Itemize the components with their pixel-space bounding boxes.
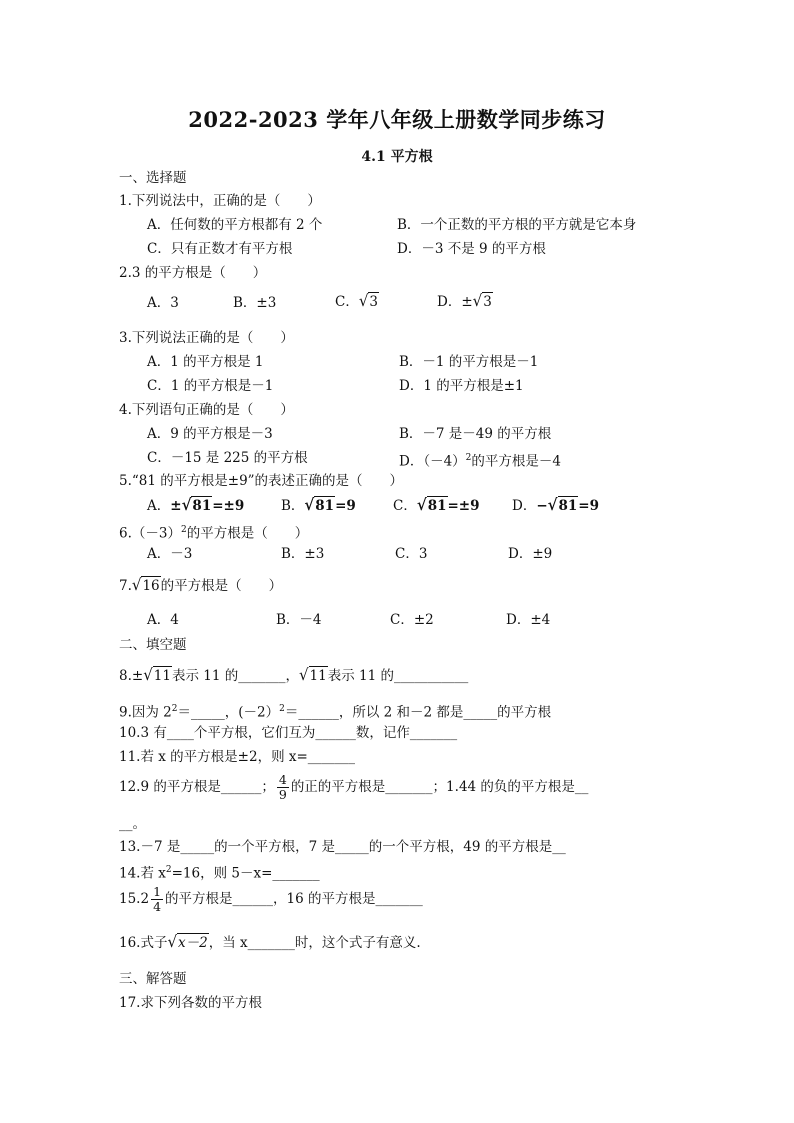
question-6-option-c: C．3	[395, 546, 428, 562]
radical: √3	[472, 291, 492, 311]
option-label: C．	[393, 498, 417, 514]
question-1-option-a: A．任何数的平方根都有 2 个	[147, 217, 323, 233]
stem-text: 表示 11 的_______，	[171, 668, 299, 684]
question-2-option-d	[437, 292, 493, 311]
question-12	[119, 770, 588, 804]
question-4-stem: 4.下列语句正确的是（ ）	[119, 402, 294, 418]
question-14	[119, 861, 320, 883]
radicand: 81	[558, 498, 578, 514]
question-4-option-d	[399, 449, 561, 471]
stem-text: 9.因为 2	[119, 704, 172, 721]
stem-text: 的平方根是（ ）	[160, 578, 283, 594]
question-4-option-b: B．－7 是－49 的平方根	[399, 426, 552, 442]
question-6-option-d: D．±9	[508, 546, 553, 562]
stem-text: 6.（－3）	[119, 525, 181, 542]
question-3-option-c: C．1 的平方根是－1	[147, 378, 274, 394]
stem-text: 的正的平方根是_______；1.44 的负的平方根是__	[290, 779, 589, 795]
question-5-option-d	[512, 496, 599, 515]
math-text: =9	[578, 498, 600, 514]
radical: √81	[416, 495, 447, 515]
math-text: =±9	[212, 498, 245, 514]
stem-text: 8.±	[119, 668, 144, 684]
exponent: 2	[165, 865, 172, 875]
stem-text: ，当 x_______时，这个式子有意义.	[208, 935, 421, 951]
question-9	[119, 700, 551, 722]
question-7-option-d: D．±4	[506, 612, 551, 628]
question-7-option-a: A．4	[147, 612, 179, 628]
radical: √3	[358, 291, 378, 311]
radicand: x－2	[178, 935, 208, 951]
section-heading-solve: 三、解答题	[119, 971, 187, 987]
denominator: 4	[153, 899, 162, 914]
question-4-option-c: C．－15 是 225 的平方根	[147, 450, 308, 466]
fraction	[277, 773, 289, 802]
stem-text: ＝______，所以 2 和－2 都是_____的平方根	[284, 704, 552, 721]
question-8	[119, 666, 468, 685]
radicand: 11	[153, 668, 171, 684]
radical: √x－2	[167, 932, 208, 952]
stem-text: =16，则 5－x=_______	[171, 865, 320, 882]
section-heading-choice: 一、选择题	[119, 170, 187, 186]
exponent: 2	[465, 453, 472, 463]
stem-text: 的平方根是______，16 的平方根是_______	[165, 891, 423, 907]
question-5-option-a	[147, 496, 244, 515]
question-5-option-c	[393, 496, 480, 515]
radical: √81	[547, 495, 578, 515]
math-text: −	[536, 498, 548, 514]
question-2-stem: 2.3 的平方根是（ ）	[119, 265, 267, 281]
radical: √81	[304, 495, 335, 515]
option-text: D．（－4）	[399, 453, 466, 470]
question-1-stem: 1.下列说法中，正确的是（ ）	[119, 193, 321, 209]
radicand: 81	[192, 498, 212, 514]
stem-text: 16.式子	[119, 935, 168, 951]
question-7-stem	[119, 576, 282, 595]
question-5-option-b	[281, 496, 356, 515]
question-6-stem	[119, 521, 308, 543]
exponent: 2	[171, 704, 178, 714]
question-15	[119, 882, 423, 916]
stem-text: 14.若 x	[119, 865, 166, 882]
math-text: =±9	[447, 498, 480, 514]
numerator: 1	[153, 884, 162, 899]
question-7-option-c: C．±2	[390, 612, 434, 628]
radicand: 81	[427, 498, 447, 514]
question-3-option-d: D．1 的平方根是±1	[399, 378, 524, 394]
denominator: 9	[278, 787, 287, 802]
stem-text: ＝_____，(－2）	[177, 704, 280, 721]
question-3-option-a: A．1 的平方根是 1	[147, 354, 264, 370]
option-text: 的平方根是－4	[471, 453, 561, 470]
option-label: A．	[147, 498, 171, 514]
radical: √81	[181, 495, 212, 515]
numerator: 4	[278, 772, 287, 787]
question-11: 11.若 x 的平方根是±2，则 x=_______	[119, 749, 356, 765]
question-17: 17.求下列各数的平方根	[119, 995, 262, 1011]
radical: √11	[298, 665, 327, 685]
question-1-option-b: B．一个正数的平方根的平方就是它本身	[397, 217, 637, 233]
page-title: 2022-2023 学年八年级上册数学同步练习	[188, 107, 606, 132]
exponent: 2	[180, 525, 187, 535]
option-label: C．	[335, 294, 359, 310]
question-2-option-a: A．3	[147, 295, 179, 311]
stem-text: 12.9 的平方根是______；	[119, 779, 275, 795]
exponent: 2	[279, 704, 285, 714]
stem-text: 15.2	[119, 891, 150, 907]
page-subtitle: 4.1 平方根	[361, 149, 433, 165]
stem-text: 表示 11 的___________	[327, 668, 469, 684]
option-label: B．	[281, 498, 305, 514]
question-12-continued: __。	[119, 816, 146, 832]
radical: √16	[131, 575, 160, 595]
stem-text: 7.	[119, 578, 132, 594]
question-3-option-b: B．－1 的平方根是－1	[399, 354, 539, 370]
option-label: D．±	[437, 294, 473, 310]
radicand: 81	[315, 498, 335, 514]
fraction	[151, 885, 163, 914]
question-7-option-b: B．－4	[276, 612, 322, 628]
question-16	[119, 933, 421, 952]
radicand: 3	[483, 294, 492, 310]
math-text: =9	[335, 498, 356, 514]
question-1-option-d: D．－3 不是 9 的平方根	[397, 241, 546, 257]
radicand: 3	[369, 294, 378, 310]
question-6-option-b: B．±3	[281, 546, 325, 562]
question-3-stem: 3.下列说法正确的是（ ）	[119, 330, 294, 346]
radicand: 11	[309, 668, 327, 684]
question-2-option-c	[335, 292, 379, 311]
question-13: 13.－7 是_____的一个平方根，7 是_____的一个平方根，49 的平方根是__	[119, 839, 566, 855]
question-10: 10.3 有____个平方根，它们互为______数，记作_______	[119, 725, 458, 741]
radicand: 16	[142, 578, 160, 594]
question-5-stem: 5.“81 的平方根是±9”的表述正确的是（ ）	[119, 473, 404, 489]
math-text: ±	[170, 498, 182, 514]
section-heading-fill: 二、填空题	[119, 637, 187, 653]
question-2-option-b: B．±3	[233, 295, 277, 311]
question-6-option-a: A．－3	[147, 546, 193, 562]
question-1-option-c: C．只有正数才有平方根	[147, 241, 293, 257]
stem-text: 的平方根是（ ）	[186, 525, 309, 542]
question-4-option-a: A．9 的平方根是－3	[147, 426, 273, 442]
option-label: D．	[512, 498, 537, 514]
radical: √11	[143, 665, 171, 685]
